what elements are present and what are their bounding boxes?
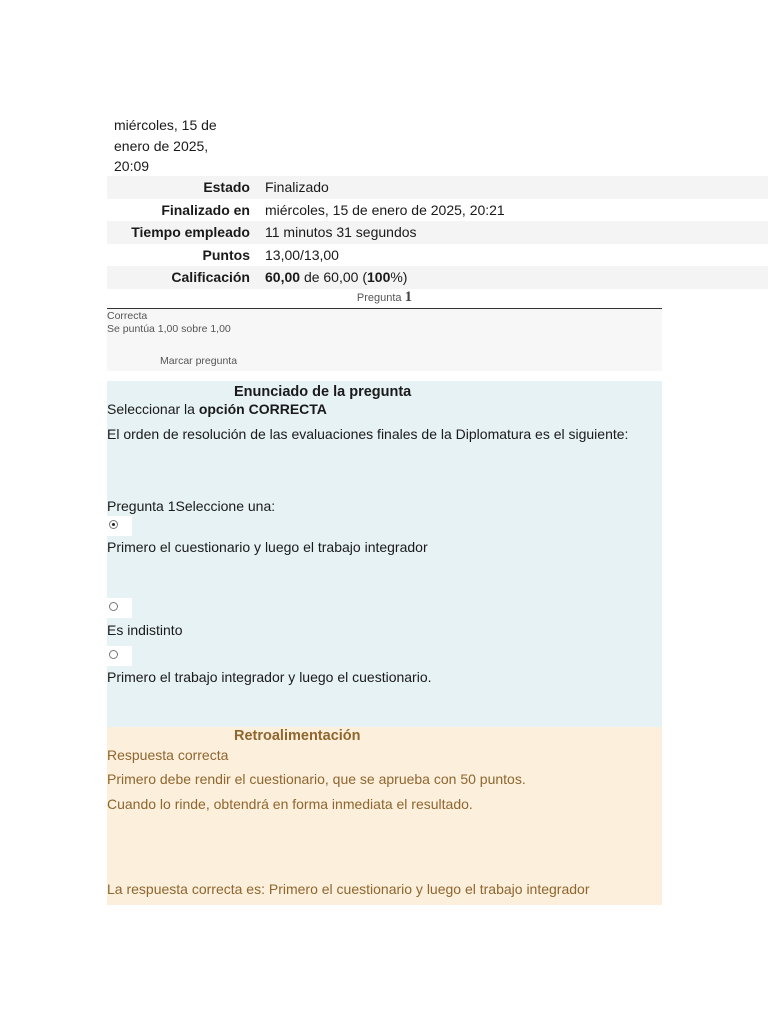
table-row	[107, 244, 768, 267]
grade-value	[257, 266, 768, 289]
question-grade: Se puntúa 1,00 sobre 1,00	[107, 323, 231, 335]
question-header	[107, 289, 662, 309]
option-label-3[interactable]: Primero el trabajo integrador y luego el cuestionario.	[107, 669, 432, 685]
grade-of: de 60,00 (	[303, 269, 367, 286]
instruction-bold: opción CORRECTA	[198, 401, 327, 417]
content-title: Enunciado de la pregunta	[234, 384, 412, 400]
question-info	[107, 309, 662, 371]
option-radio-1[interactable]	[107, 516, 132, 536]
feedback-title: Retroalimentación	[234, 728, 361, 744]
started-date-line: 20:09	[114, 158, 150, 174]
radio-empty-icon	[109, 602, 118, 611]
row-label: Puntos	[202, 246, 250, 263]
question-content	[107, 381, 662, 727]
row-label: Estado	[203, 179, 250, 196]
started-on-date	[114, 115, 234, 177]
question-instruction	[107, 401, 327, 417]
question-text: El orden de resolución de las evaluaciones finales de la Diplomatura es el siguiente:	[107, 426, 629, 442]
table-row	[107, 199, 768, 222]
row-value: 13,00/13,00	[265, 246, 339, 263]
question-number: 1	[404, 289, 413, 305]
table-row	[107, 266, 768, 289]
radio-selected-icon	[109, 520, 118, 529]
question-prompt: Pregunta 1Seleccione una:	[107, 498, 276, 514]
feedback-line: Primero debe rendir el cuestionario, que se aprueba con 50 puntos.	[107, 771, 526, 787]
row-label: Calificación	[171, 269, 250, 286]
row-value: miércoles, 15 de enero de 2025, 20:21	[265, 201, 505, 218]
question-state: Correcta	[107, 310, 148, 322]
option-label-1[interactable]: Primero el cuestionario y luego el trabajo integrador	[107, 539, 428, 555]
question-header-label: Pregunta	[356, 292, 402, 304]
option-radio-3[interactable]	[107, 646, 132, 666]
feedback-line: Cuando lo rinde, obtendrá en forma inmediata el resultado.	[107, 796, 473, 812]
started-date-line: miércoles, 15 de	[114, 117, 217, 133]
grade-score: 60,00	[265, 269, 301, 286]
right-answer: La respuesta correcta es: Primero el cuestionario y luego el trabajo integrador	[107, 881, 590, 897]
started-date-line: enero de 2025,	[114, 137, 209, 154]
grade-percent-suffix: %)	[390, 269, 408, 286]
feedback-line: Respuesta correcta	[107, 747, 229, 763]
row-label: Finalizado en	[161, 201, 250, 218]
row-label: Tiempo empleado	[131, 224, 250, 241]
row-value: Finalizado	[265, 179, 329, 196]
table-row	[107, 221, 768, 244]
feedback-section	[107, 727, 662, 905]
attempt-summary-table	[107, 176, 768, 289]
grade-percent: 100	[367, 269, 391, 286]
table-row	[107, 176, 768, 199]
row-value: 11 minutos 31 segundos	[265, 224, 417, 241]
radio-empty-icon	[109, 650, 118, 659]
flag-question-link[interactable]: Marcar pregunta	[160, 355, 238, 367]
option-radio-2[interactable]	[107, 598, 132, 618]
instruction-prefix: Seleccionar la	[107, 401, 199, 417]
option-label-2[interactable]: Es indistinto	[107, 622, 183, 638]
